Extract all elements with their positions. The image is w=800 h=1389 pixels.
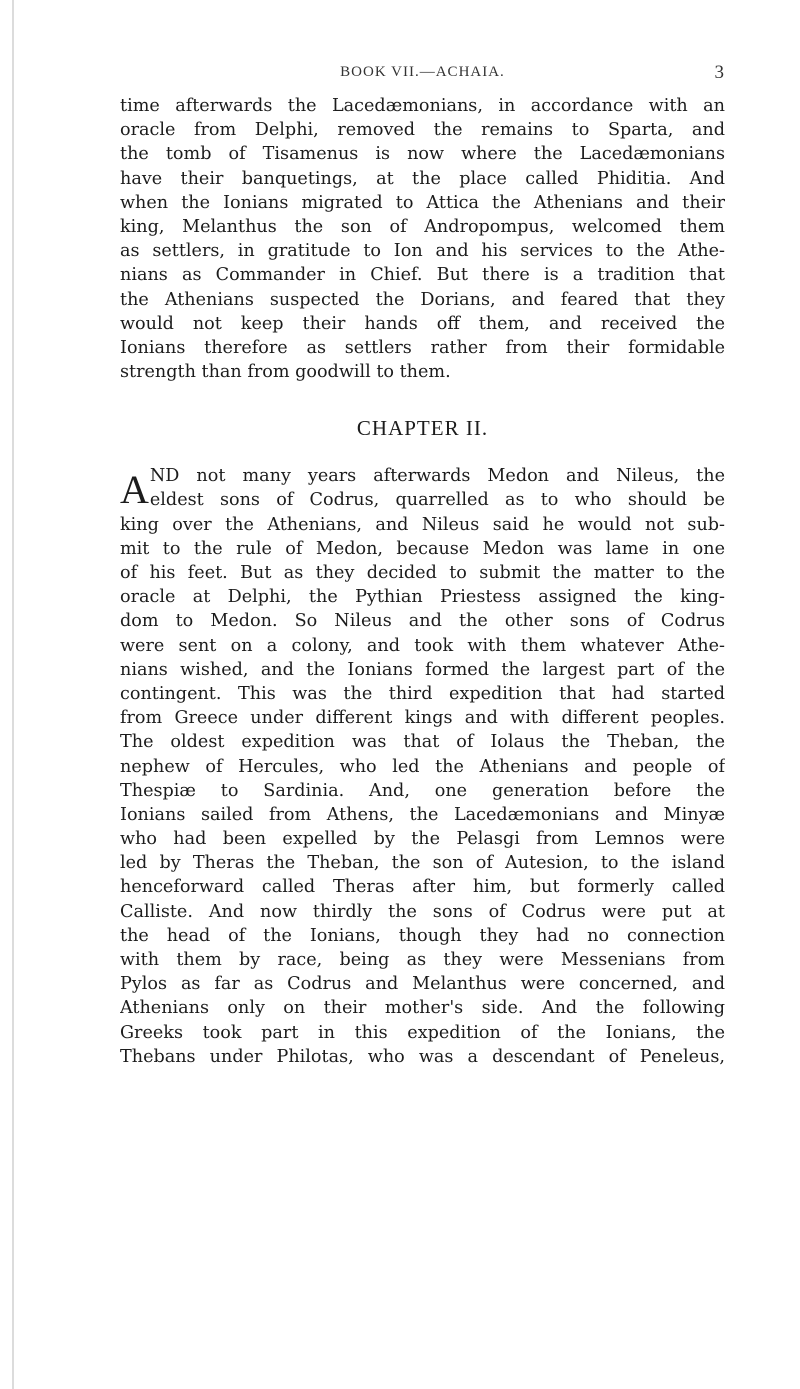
text-line: Athenians only on their mother's side. And the following xyxy=(120,998,725,1019)
text-line: from Greece under different kings and with different peoples. xyxy=(120,708,725,729)
text-line: eldest sons of Codrus, quarrelled as to who should be xyxy=(149,490,725,511)
text-line: king over the Athenians, and Nileus said he would not sub- xyxy=(120,514,725,535)
text-line: as settlers, in gratitude to Ion and his services to the Athe- xyxy=(120,241,725,262)
text-line: the head of the Ionians, though they had no connection xyxy=(120,925,725,946)
running-title: BOOK VII.—ACHAIA. xyxy=(340,64,505,80)
text-line: Pylos as far as Codrus and Melanthus were concerned, and xyxy=(120,974,725,995)
text-line: oracle at Delphi, the Pythian Priestess assigned the king- xyxy=(120,587,725,608)
text-line: oracle from Delphi, removed the remains to Sparta, and xyxy=(120,120,725,141)
page-number: 3 xyxy=(714,62,725,83)
text-line: with them by race, being as they were Messenians from xyxy=(120,950,725,970)
text-line: the Athenians suspected the Dorians, and feared that they xyxy=(120,289,725,310)
text-line: when the Ionians migrated to Attica the Athenians and their xyxy=(120,192,725,213)
text-line: Ionians sailed from Athens, the Lacedæmonians and Minyæ xyxy=(120,804,725,825)
running-header xyxy=(120,64,725,88)
text-line: nians as Commander in Chief. But there is a tradition that xyxy=(120,265,725,286)
text-line: The oldest expedition was that of Iolaus the Theban, the xyxy=(120,732,725,753)
text-line: ND not many years afterwards Medon and Nileus, the xyxy=(149,466,725,487)
text-line: Ionians therefore as settlers rather from their formidable xyxy=(120,337,725,358)
text-line: were sent on a colony, and took with them whatever Athe- xyxy=(120,635,725,656)
text-line: dom to Medon. So Nileus and the other sons of Codrus xyxy=(120,611,725,632)
text-line: nians wished, and the Ionians formed the largest part of the xyxy=(120,659,725,680)
text-line: would not keep their hands off them, and received the xyxy=(120,313,725,334)
text-line: of his feet. But as they decided to submit the matter to the xyxy=(120,563,725,583)
page-edge-rule xyxy=(12,0,14,1389)
text-line: Thebans under Philotas, who was a descendant of Peneleus, xyxy=(120,1046,725,1067)
text-line: Calliste. And now thirdly the sons of Codrus were put at xyxy=(120,901,725,922)
text-line: henceforward called Theras after him, but formerly called xyxy=(120,877,725,898)
text-line: contingent. This was the third expedition that had started xyxy=(120,683,725,704)
text-line: mit to the rule of Medon, because Medon was lame in one xyxy=(120,538,725,559)
drop-cap: A xyxy=(120,467,149,513)
page-body xyxy=(120,94,725,1069)
text-line: the tomb of Tisamenus is now where the Lacedæmonians xyxy=(120,144,725,165)
text-line: time afterwards the Lacedæmonians, in accordance with an xyxy=(120,96,725,116)
chapter-heading: CHAPTER II. xyxy=(356,416,489,441)
paragraph-continued xyxy=(120,94,725,384)
text-line: nephew of Hercules, who led the Athenians and people of xyxy=(120,756,725,777)
text-line: who had been expelled by the Pelasgi from Lemnos were xyxy=(120,829,725,850)
text-line: have their banquetings, at the place called Phiditia. And xyxy=(120,168,725,189)
chapter-opening xyxy=(120,464,725,512)
chapter-paragraph xyxy=(120,513,725,1069)
text-line: Thespiæ to Sardinia. And, one generation before the xyxy=(120,780,725,801)
text-line: king, Melanthus the son of Andropompus, welcomed them xyxy=(120,216,725,237)
text-line: strength than from goodwill to them. xyxy=(120,362,451,383)
text-line: Greeks took part in this expedition of the Ionians, the xyxy=(120,1022,725,1043)
text-line: led by Theras the Theban, the son of Autesion, to the island xyxy=(120,853,725,874)
